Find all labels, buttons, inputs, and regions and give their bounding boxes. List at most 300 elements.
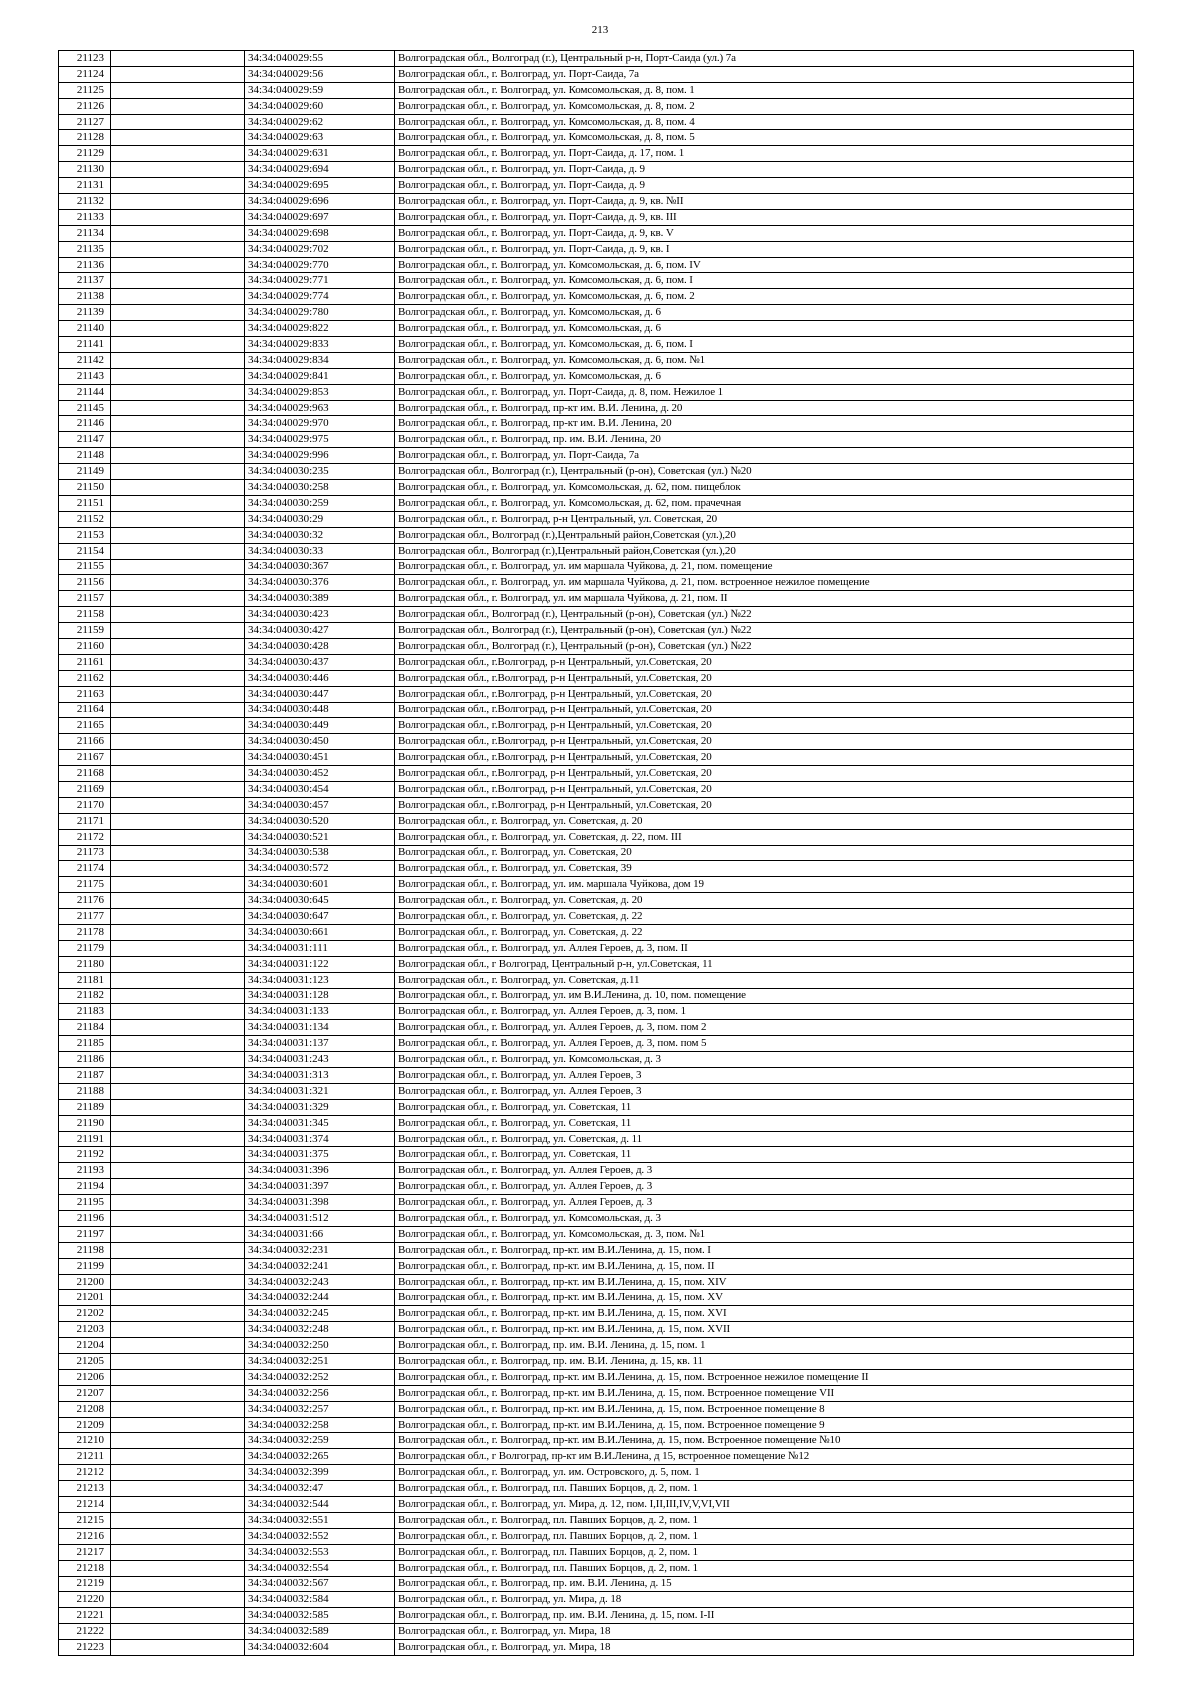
empty-cell xyxy=(111,1433,245,1449)
empty-cell xyxy=(111,1560,245,1576)
row-number: 21134 xyxy=(59,225,111,241)
table-row xyxy=(59,1290,1134,1306)
empty-cell xyxy=(111,1528,245,1544)
table-row xyxy=(59,797,1134,813)
table-row xyxy=(59,1052,1134,1068)
table-row xyxy=(59,575,1134,591)
empty-cell xyxy=(111,1211,245,1227)
empty-cell xyxy=(111,1004,245,1020)
empty-cell xyxy=(111,51,245,67)
empty-cell xyxy=(111,480,245,496)
empty-cell xyxy=(111,241,245,257)
empty-cell xyxy=(111,1544,245,1560)
cadastral-number: 34:34:040031:133 xyxy=(245,1004,395,1020)
address: Волгоградская обл., г. Волгоград, ул. Порт-Саида, д. 9 xyxy=(395,178,1134,194)
table-row xyxy=(59,702,1134,718)
table-row xyxy=(59,511,1134,527)
address: Волгоградская обл., г.Волгоград, р-н Центральный, ул.Советская, 20 xyxy=(395,734,1134,750)
row-number: 21202 xyxy=(59,1306,111,1322)
address: Волгоградская обл., г. Волгоград, пл. Павших Борцов, д. 2, пом. 1 xyxy=(395,1528,1134,1544)
empty-cell xyxy=(111,1195,245,1211)
table-row xyxy=(59,289,1134,305)
address: Волгоградская обл., г. Волгоград, ул. Комсомольская, д. 6 xyxy=(395,321,1134,337)
cadastral-number: 34:34:040032:245 xyxy=(245,1306,395,1322)
empty-cell xyxy=(111,1322,245,1338)
table-row xyxy=(59,638,1134,654)
empty-cell xyxy=(111,909,245,925)
row-number: 21206 xyxy=(59,1369,111,1385)
row-number: 21129 xyxy=(59,146,111,162)
cadastral-number: 34:34:040030:259 xyxy=(245,495,395,511)
address: Волгоградская обл., Волгоград (г.), Центральный (р-он), Советская (ул.) №20 xyxy=(395,464,1134,480)
table-row xyxy=(59,130,1134,146)
table-row xyxy=(59,1195,1134,1211)
table-row xyxy=(59,1115,1134,1131)
empty-cell xyxy=(111,416,245,432)
table-row xyxy=(59,670,1134,686)
empty-cell xyxy=(111,1052,245,1068)
empty-cell xyxy=(111,1226,245,1242)
empty-cell xyxy=(111,1338,245,1354)
table-row xyxy=(59,1608,1134,1624)
row-number: 21216 xyxy=(59,1528,111,1544)
address: Волгоградская обл., г. Волгоград, ул. Аллея Героев, д. 3, пом. пом 5 xyxy=(395,1036,1134,1052)
cadastral-number: 34:34:040029:822 xyxy=(245,321,395,337)
empty-cell xyxy=(111,1481,245,1497)
address: Волгоградская обл., г. Волгоград, пр-кт. им В.И.Ленина, д. 15, пом. II xyxy=(395,1258,1134,1274)
table-row xyxy=(59,321,1134,337)
table-row xyxy=(59,305,1134,321)
row-number: 21150 xyxy=(59,480,111,496)
address: Волгоградская обл., г. Волгоград, ул. Аллея Героев, 3 xyxy=(395,1083,1134,1099)
cadastral-number: 34:34:040030:423 xyxy=(245,607,395,623)
empty-cell xyxy=(111,114,245,130)
address: Волгоградская обл., г. Волгоград, пр. им. В.И. Ленина, д. 15, пом. I-II xyxy=(395,1608,1134,1624)
table-row xyxy=(59,416,1134,432)
cadastral-number: 34:34:040031:123 xyxy=(245,972,395,988)
address: Волгоградская обл., г. Волгоград, ул. Комсомольская, д. 62, пом. пищеблок xyxy=(395,480,1134,496)
empty-cell xyxy=(111,893,245,909)
table-row xyxy=(59,82,1134,98)
table-row xyxy=(59,146,1134,162)
row-number: 21174 xyxy=(59,861,111,877)
table-row xyxy=(59,273,1134,289)
address: Волгоградская обл., г. Волгоград, ул. Мира, 18 xyxy=(395,1640,1134,1656)
address: Волгоградская обл., Волгоград (г.), Центральный (р-он), Советская (ул.) №22 xyxy=(395,623,1134,639)
row-number: 21196 xyxy=(59,1211,111,1227)
cadastral-number: 34:34:040032:251 xyxy=(245,1354,395,1370)
empty-cell xyxy=(111,511,245,527)
table-row xyxy=(59,1258,1134,1274)
empty-cell xyxy=(111,702,245,718)
address: Волгоградская обл., г. Волгоград, ул. Порт-Саида, 7а xyxy=(395,448,1134,464)
cadastral-number: 34:34:040030:520 xyxy=(245,813,395,829)
address: Волгоградская обл., г. Волгоград, ул. Порт-Саида, д. 8, пом. Нежилое 1 xyxy=(395,384,1134,400)
row-number: 21141 xyxy=(59,337,111,353)
row-number: 21158 xyxy=(59,607,111,623)
address: Волгоградская обл., г. Волгоград, ул. им. Островского, д. 5, пом. 1 xyxy=(395,1465,1134,1481)
row-number: 21165 xyxy=(59,718,111,734)
empty-cell xyxy=(111,432,245,448)
row-number: 21164 xyxy=(59,702,111,718)
address: Волгоградская обл., г. Волгоград, ул. им маршала Чуйкова, д. 21, пом. помещение xyxy=(395,559,1134,575)
table-row xyxy=(59,1640,1134,1656)
address: Волгоградская обл., г. Волгоград, ул. им В.И.Ленина, д. 10, пом. помещение xyxy=(395,988,1134,1004)
address: Волгоградская обл., г. Волгоград, ул. Мира, д. 12, пом. I,II,III,IV,V,VI,VII xyxy=(395,1497,1134,1513)
cadastral-number: 34:34:040029:631 xyxy=(245,146,395,162)
row-number: 21203 xyxy=(59,1322,111,1338)
cadastral-number: 34:34:040029:771 xyxy=(245,273,395,289)
row-number: 21193 xyxy=(59,1163,111,1179)
cadastral-number: 34:34:040029:695 xyxy=(245,178,395,194)
table-row xyxy=(59,734,1134,750)
table-row xyxy=(59,257,1134,273)
cadastral-number: 34:34:040029:970 xyxy=(245,416,395,432)
cadastral-number: 34:34:040030:661 xyxy=(245,924,395,940)
address: Волгоградская обл., г. Волгоград, р-н Центральный, ул. Советская, 20 xyxy=(395,511,1134,527)
empty-cell xyxy=(111,543,245,559)
empty-cell xyxy=(111,225,245,241)
table-row xyxy=(59,1449,1134,1465)
cadastral-number: 34:34:040030:601 xyxy=(245,877,395,893)
empty-cell xyxy=(111,734,245,750)
table-row xyxy=(59,623,1134,639)
empty-cell xyxy=(111,384,245,400)
cadastral-number: 34:34:040032:585 xyxy=(245,1608,395,1624)
address: Волгоградская обл., г. Волгоград, ул. Комсомольская, д. 6, пом. IV xyxy=(395,257,1134,273)
address: Волгоградская обл., г. Волгоград, ул. Порт-Саида, д. 9, кв. V xyxy=(395,225,1134,241)
cadastral-number: 34:34:040029:780 xyxy=(245,305,395,321)
table-row xyxy=(59,1068,1134,1084)
address: Волгоградская обл., г. Волгоград, ул. Комсомольская, д. 6 xyxy=(395,368,1134,384)
cadastral-number: 34:34:040031:66 xyxy=(245,1226,395,1242)
cadastral-number: 34:34:040032:604 xyxy=(245,1640,395,1656)
address: Волгоградская обл., г. Волгоград, ул. Аллея Героев, д. 3, пом. пом 2 xyxy=(395,1020,1134,1036)
empty-cell xyxy=(111,1417,245,1433)
table-row xyxy=(59,813,1134,829)
row-number: 21209 xyxy=(59,1417,111,1433)
row-number: 21190 xyxy=(59,1115,111,1131)
row-number: 21199 xyxy=(59,1258,111,1274)
address: Волгоградская обл., г. Волгоград, пл. Павших Борцов, д. 2, пом. 1 xyxy=(395,1481,1134,1497)
table-row xyxy=(59,209,1134,225)
empty-cell xyxy=(111,1036,245,1052)
table-row xyxy=(59,607,1134,623)
empty-cell xyxy=(111,368,245,384)
row-number: 21221 xyxy=(59,1608,111,1624)
cadastral-number: 34:34:040029:841 xyxy=(245,368,395,384)
address: Волгоградская обл., г Волгоград, пр-кт им В.И.Ленина, д 15, встроенное помещение №12 xyxy=(395,1449,1134,1465)
address: Волгоградская обл., г. Волгоград, ул. Комсомольская, д. 6, пом. I xyxy=(395,337,1134,353)
table-row xyxy=(59,988,1134,1004)
row-number: 21218 xyxy=(59,1560,111,1576)
cadastral-number: 34:34:040031:396 xyxy=(245,1163,395,1179)
table-row xyxy=(59,1147,1134,1163)
empty-cell xyxy=(111,607,245,623)
empty-cell xyxy=(111,1608,245,1624)
cadastral-number: 34:34:040031:374 xyxy=(245,1131,395,1147)
address: Волгоградская обл., г. Волгоград, ул. Порт-Саида, д. 9, кв. I xyxy=(395,241,1134,257)
address: Волгоградская обл., г. Волгоград, пр-кт им. В.И. Ленина, д. 20 xyxy=(395,400,1134,416)
empty-cell xyxy=(111,305,245,321)
address: Волгоградская обл., г. Волгоград, ул. Советская, д. 20 xyxy=(395,813,1134,829)
table-row xyxy=(59,527,1134,543)
empty-cell xyxy=(111,1512,245,1528)
cadastral-number: 34:34:040030:450 xyxy=(245,734,395,750)
table-row xyxy=(59,1131,1134,1147)
empty-cell xyxy=(111,1592,245,1608)
row-number: 21197 xyxy=(59,1226,111,1242)
empty-cell xyxy=(111,209,245,225)
empty-cell xyxy=(111,718,245,734)
cadastral-number: 34:34:040029:694 xyxy=(245,162,395,178)
cadastral-number: 34:34:040031:345 xyxy=(245,1115,395,1131)
cadastral-number: 34:34:040029:55 xyxy=(245,51,395,67)
empty-cell xyxy=(111,956,245,972)
address: Волгоградская обл., г. Волгоград, ул. Советская, д. 22, пом. III xyxy=(395,829,1134,845)
table-row xyxy=(59,66,1134,82)
table-row xyxy=(59,1036,1134,1052)
table-row xyxy=(59,1306,1134,1322)
empty-cell xyxy=(111,194,245,210)
empty-cell xyxy=(111,638,245,654)
empty-cell xyxy=(111,797,245,813)
cadastral-number: 34:34:040029:60 xyxy=(245,98,395,114)
row-number: 21198 xyxy=(59,1242,111,1258)
table-row xyxy=(59,940,1134,956)
row-number: 21156 xyxy=(59,575,111,591)
table-row xyxy=(59,1083,1134,1099)
cadastral-number: 34:34:040030:258 xyxy=(245,480,395,496)
row-number: 21169 xyxy=(59,781,111,797)
address: Волгоградская обл., Волгоград (г.), Центральный (р-он), Советская (ул.) №22 xyxy=(395,607,1134,623)
cadastral-number: 34:34:040032:252 xyxy=(245,1369,395,1385)
row-number: 21178 xyxy=(59,924,111,940)
empty-cell xyxy=(111,495,245,511)
table-row xyxy=(59,1211,1134,1227)
cadastral-number: 34:34:040031:243 xyxy=(245,1052,395,1068)
cadastral-number: 34:34:040032:552 xyxy=(245,1528,395,1544)
empty-cell xyxy=(111,1290,245,1306)
empty-cell xyxy=(111,1385,245,1401)
row-number: 21127 xyxy=(59,114,111,130)
address: Волгоградская обл., г.Волгоград, р-н Центральный, ул.Советская, 20 xyxy=(395,750,1134,766)
cadastral-number: 34:34:040032:399 xyxy=(245,1465,395,1481)
empty-cell xyxy=(111,591,245,607)
registry-table xyxy=(58,50,1134,1656)
row-number: 21157 xyxy=(59,591,111,607)
cadastral-number: 34:34:040029:770 xyxy=(245,257,395,273)
table-row xyxy=(59,845,1134,861)
row-number: 21155 xyxy=(59,559,111,575)
address: Волгоградская обл., г. Волгоград, ул. Советская, д. 22 xyxy=(395,924,1134,940)
address: Волгоградская обл., г. Волгоград, ул. Мира, д. 18 xyxy=(395,1592,1134,1608)
row-number: 21185 xyxy=(59,1036,111,1052)
cadastral-number: 34:34:040031:128 xyxy=(245,988,395,1004)
address: Волгоградская обл., г. Волгоград, пр-кт им. В.И. Ленина, 20 xyxy=(395,416,1134,432)
address: Волгоградская обл., г. Волгоград, пр-кт. им В.И.Ленина, д. 15, пом. XV xyxy=(395,1290,1134,1306)
cadastral-number: 34:34:040029:834 xyxy=(245,352,395,368)
cadastral-number: 34:34:040032:265 xyxy=(245,1449,395,1465)
row-number: 21212 xyxy=(59,1465,111,1481)
row-number: 21213 xyxy=(59,1481,111,1497)
row-number: 21138 xyxy=(59,289,111,305)
table-row xyxy=(59,352,1134,368)
row-number: 21211 xyxy=(59,1449,111,1465)
table-row xyxy=(59,384,1134,400)
address: Волгоградская обл., г. Волгоград, пр. им. В.И. Ленина, д. 15 xyxy=(395,1576,1134,1592)
address: Волгоградская обл., г. Волгоград, ул. Порт-Саида, д. 9, кв. №II xyxy=(395,194,1134,210)
row-number: 21171 xyxy=(59,813,111,829)
empty-cell xyxy=(111,352,245,368)
empty-cell xyxy=(111,1083,245,1099)
table-row xyxy=(59,893,1134,909)
table-row xyxy=(59,162,1134,178)
row-number: 21189 xyxy=(59,1099,111,1115)
row-number: 21177 xyxy=(59,909,111,925)
empty-cell xyxy=(111,766,245,782)
cadastral-number: 34:34:040032:231 xyxy=(245,1242,395,1258)
row-number: 21220 xyxy=(59,1592,111,1608)
empty-cell xyxy=(111,1115,245,1131)
cadastral-number: 34:34:040029:975 xyxy=(245,432,395,448)
row-number: 21184 xyxy=(59,1020,111,1036)
row-number: 21194 xyxy=(59,1179,111,1195)
empty-cell xyxy=(111,972,245,988)
empty-cell xyxy=(111,448,245,464)
cadastral-number: 34:34:040030:376 xyxy=(245,575,395,591)
empty-cell xyxy=(111,178,245,194)
table-row xyxy=(59,766,1134,782)
row-number: 21191 xyxy=(59,1131,111,1147)
table-row xyxy=(59,51,1134,67)
table-row xyxy=(59,1528,1134,1544)
address: Волгоградская обл., г. Волгоград, пр-кт. им В.И.Ленина, д. 15, пом. Встроенное нежилое помещение II xyxy=(395,1369,1134,1385)
empty-cell xyxy=(111,988,245,1004)
address: Волгоградская обл., г. Волгоград, ул. Советская, 11 xyxy=(395,1115,1134,1131)
empty-cell xyxy=(111,1497,245,1513)
address: Волгоградская обл., г. Волгоград, пр-кт. им В.И.Ленина, д. 15, пом. Встроенное помещение 8 xyxy=(395,1401,1134,1417)
table-row xyxy=(59,1401,1134,1417)
empty-cell xyxy=(111,924,245,940)
row-number: 21159 xyxy=(59,623,111,639)
address: Волгоградская обл., г. Волгоград, пр-кт. им В.И.Ленина, д. 15, пом. I xyxy=(395,1242,1134,1258)
cadastral-number: 34:34:040032:553 xyxy=(245,1544,395,1560)
row-number: 21188 xyxy=(59,1083,111,1099)
cadastral-number: 34:34:040032:256 xyxy=(245,1385,395,1401)
table-row xyxy=(59,781,1134,797)
address: Волгоградская обл., г.Волгоград, р-н Центральный, ул.Советская, 20 xyxy=(395,766,1134,782)
row-number: 21172 xyxy=(59,829,111,845)
address: Волгоградская обл., г. Волгоград, ул. им маршала Чуйкова, д. 21, пом. II xyxy=(395,591,1134,607)
cadastral-number: 34:34:040031:512 xyxy=(245,1211,395,1227)
row-number: 21163 xyxy=(59,686,111,702)
empty-cell xyxy=(111,146,245,162)
row-number: 21128 xyxy=(59,130,111,146)
cadastral-number: 34:34:040031:321 xyxy=(245,1083,395,1099)
address: Волгоградская обл., г.Волгоград, р-н Центральный, ул.Советская, 20 xyxy=(395,686,1134,702)
address: Волгоградская обл., г. Волгоград, ул. Советская, 11 xyxy=(395,1099,1134,1115)
cadastral-number: 34:34:040032:241 xyxy=(245,1258,395,1274)
cadastral-number: 34:34:040030:454 xyxy=(245,781,395,797)
empty-cell xyxy=(111,527,245,543)
address: Волгоградская обл., г.Волгоград, р-н Центральный, ул.Советская, 20 xyxy=(395,654,1134,670)
address: Волгоградская обл., г. Волгоград, ул. Порт-Саида, 7а xyxy=(395,66,1134,82)
empty-cell xyxy=(111,1576,245,1592)
empty-cell xyxy=(111,1369,245,1385)
address: Волгоградская обл., г. Волгоград, пр-кт. им В.И.Ленина, д. 15, пом. XVI xyxy=(395,1306,1134,1322)
row-number: 21146 xyxy=(59,416,111,432)
empty-cell xyxy=(111,400,245,416)
empty-cell xyxy=(111,1274,245,1290)
empty-cell xyxy=(111,670,245,686)
row-number: 21181 xyxy=(59,972,111,988)
row-number: 21140 xyxy=(59,321,111,337)
cadastral-number: 34:34:040030:521 xyxy=(245,829,395,845)
table-row xyxy=(59,1099,1134,1115)
table-row xyxy=(59,1242,1134,1258)
empty-cell xyxy=(111,1640,245,1656)
row-number: 21167 xyxy=(59,750,111,766)
cadastral-number: 34:34:040030:645 xyxy=(245,893,395,909)
table-row xyxy=(59,1417,1134,1433)
table-row xyxy=(59,1592,1134,1608)
cadastral-number: 34:34:040029:853 xyxy=(245,384,395,400)
address: Волгоградская обл., г. Волгоград, ул. Мира, 18 xyxy=(395,1624,1134,1640)
cadastral-number: 34:34:040030:446 xyxy=(245,670,395,686)
table-row xyxy=(59,1560,1134,1576)
table-row xyxy=(59,1481,1134,1497)
cadastral-number: 34:34:040032:47 xyxy=(245,1481,395,1497)
table-row xyxy=(59,829,1134,845)
row-number: 21175 xyxy=(59,877,111,893)
table-row xyxy=(59,1179,1134,1195)
row-number: 21183 xyxy=(59,1004,111,1020)
empty-cell xyxy=(111,829,245,845)
cadastral-number: 34:34:040030:437 xyxy=(245,654,395,670)
table-row xyxy=(59,718,1134,734)
table-row xyxy=(59,1624,1134,1640)
empty-cell xyxy=(111,861,245,877)
row-number: 21201 xyxy=(59,1290,111,1306)
address: Волгоградская обл., г. Волгоград, ул. Комсомольская, д. 8, пом. 2 xyxy=(395,98,1134,114)
address: Волгоградская обл., г. Волгоград, ул. им маршала Чуйкова, д. 21, пом. встроенное нежилое помещение xyxy=(395,575,1134,591)
table-row xyxy=(59,1338,1134,1354)
table-row xyxy=(59,877,1134,893)
address: Волгоградская обл., г. Волгоград, ул. Комсомольская, д. 62, пом. прачечная xyxy=(395,495,1134,511)
cadastral-number: 34:34:040031:134 xyxy=(245,1020,395,1036)
empty-cell xyxy=(111,1624,245,1640)
cadastral-number: 34:34:040032:248 xyxy=(245,1322,395,1338)
table-row xyxy=(59,591,1134,607)
row-number: 21151 xyxy=(59,495,111,511)
row-number: 21152 xyxy=(59,511,111,527)
empty-cell xyxy=(111,750,245,766)
table-row xyxy=(59,654,1134,670)
table-row xyxy=(59,178,1134,194)
table-row xyxy=(59,1354,1134,1370)
address: Волгоградская обл., г Волгоград, Центральный р-н, ул.Советская, 11 xyxy=(395,956,1134,972)
row-number: 21222 xyxy=(59,1624,111,1640)
row-number: 21214 xyxy=(59,1497,111,1513)
cadastral-number: 34:34:040032:250 xyxy=(245,1338,395,1354)
address: Волгоградская обл., Волгоград (г.), Центральный р-н, Порт-Саида (ул.) 7а xyxy=(395,51,1134,67)
table-row xyxy=(59,1322,1134,1338)
row-number: 21137 xyxy=(59,273,111,289)
row-number: 21160 xyxy=(59,638,111,654)
cadastral-number: 34:34:040029:996 xyxy=(245,448,395,464)
empty-cell xyxy=(111,1306,245,1322)
